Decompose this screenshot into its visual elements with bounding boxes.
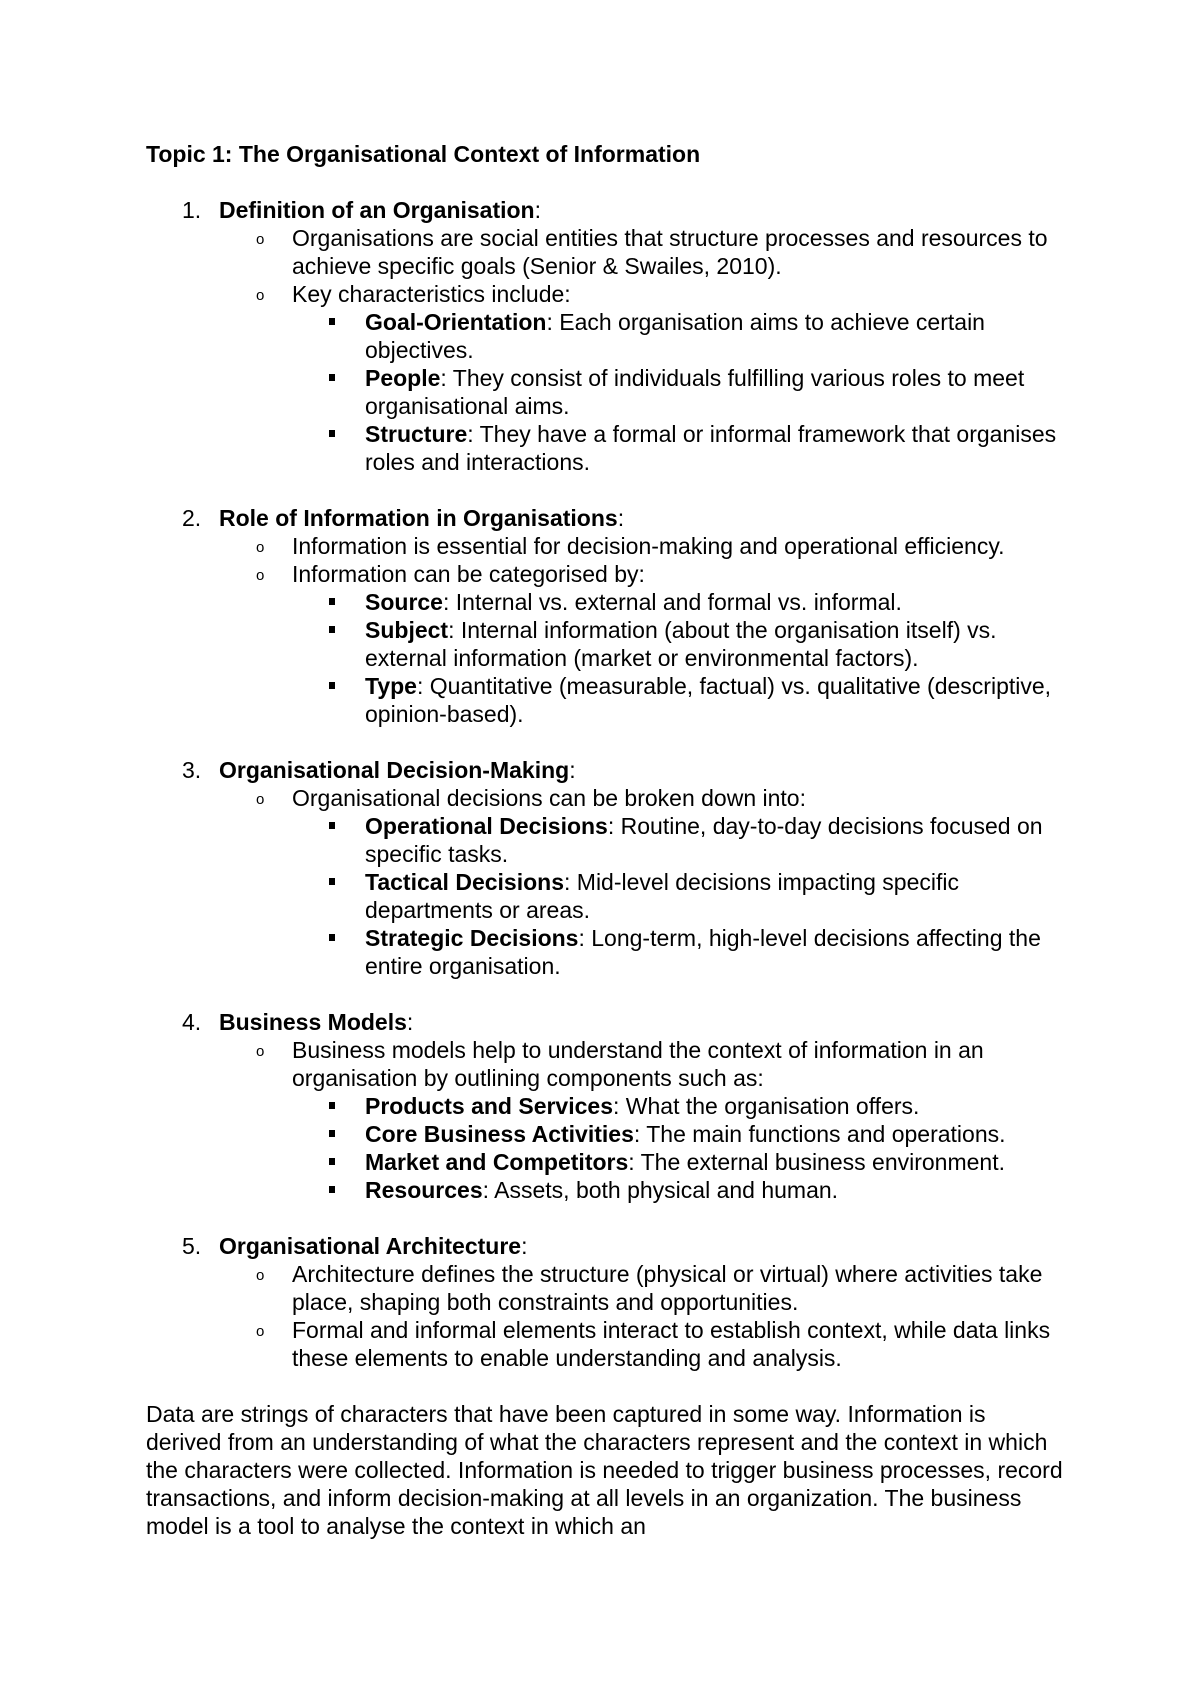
section-heading (146, 1008, 1066, 1036)
section-2 (146, 504, 1066, 728)
section-3 (146, 756, 1066, 980)
circle-bullet-icon: o (256, 1323, 265, 1340)
section-number: 1. (182, 197, 202, 223)
sub-item-term: Resources (365, 1177, 483, 1203)
square-bullet-icon (329, 1130, 335, 1137)
sub-item-term: People (365, 365, 441, 391)
document-page (146, 140, 1066, 1540)
circle-bullet-icon: o (256, 791, 265, 808)
section-title-colon: : (406, 1009, 414, 1035)
square-bullet-icon (329, 1102, 335, 1109)
list-item-text: Business models help to understand the context of information in an organisation by outlining components such as: (292, 1037, 984, 1091)
section-number: 2. (182, 505, 202, 531)
list-item (146, 1316, 1066, 1372)
sub-item-term: Market and Competitors (365, 1149, 629, 1175)
section-heading (146, 504, 1066, 532)
list-item (146, 224, 1066, 280)
circle-bullet-icon: o (256, 539, 265, 556)
square-bullet-icon (329, 822, 335, 829)
sub-item-description: : The main functions and operations. (633, 1121, 1006, 1147)
sub-item-term: Products and Services (365, 1093, 613, 1119)
section-title: Organisational Decision-Making (219, 757, 570, 783)
section-number: 4. (182, 1009, 202, 1035)
sub-item-term: Subject (365, 617, 449, 643)
sub-list-item (146, 364, 1066, 420)
sub-list-item (146, 588, 1066, 616)
circle-bullet-icon: o (256, 231, 265, 248)
closing-paragraph: Data are strings of characters that have been captured in some way. Information is derived from an understanding of what the characters represent and the context in which the characters were collected. Information is needed to trigger business processes, record transactions, and inform decision-making at all levels in an organization. The business model is a tool to analyse the context in which an (146, 1401, 1063, 1539)
section-heading (146, 756, 1066, 784)
sub-item-term: Core Business Activities (365, 1121, 634, 1147)
sub-item-description: : Mid-level decisions impacting specific departments or areas. (365, 869, 959, 923)
sections-list (146, 196, 1066, 1372)
square-bullet-icon (329, 1158, 335, 1165)
square-bullet-icon (329, 878, 335, 885)
sub-item-term: Strategic Decisions (365, 925, 579, 951)
list-item (146, 280, 1066, 308)
list-item (146, 1036, 1066, 1092)
sub-item-description: : Routine, day-to-day decisions focused on specific tasks. (365, 813, 1043, 867)
section-title: Role of Information in Organisations (219, 505, 618, 531)
sub-list-item (146, 868, 1066, 924)
sub-item-term: Source (365, 589, 443, 615)
section-title-colon: : (617, 505, 625, 531)
circle-bullet-icon: o (256, 287, 265, 304)
section-title-colon: : (569, 757, 576, 783)
sub-list-item (146, 308, 1066, 364)
square-bullet-icon (329, 934, 335, 941)
section-4 (146, 1008, 1066, 1204)
list-item-text: Architecture defines the structure (physical or virtual) where activities take place, shaping both constraints and opportunities. (292, 1261, 1043, 1315)
sub-list-item (146, 420, 1066, 476)
sub-item-term: Structure (365, 421, 468, 447)
sub-item-description: : What the organisation offers. (613, 1093, 920, 1119)
circle-bullet-icon: o (256, 1267, 265, 1284)
section-title: Business Models (219, 1009, 407, 1035)
sub-list-item (146, 672, 1066, 728)
section-heading (146, 1232, 1066, 1260)
sub-item-description: : Internal information (about the organisation itself) vs. external information (market or environmental factors). (365, 617, 997, 671)
sub-list-item (146, 924, 1066, 980)
list-item-text: Organisations are social entities that structure processes and resources to achieve specific goals (Senior & Swailes, 2010). (292, 225, 1048, 279)
sub-item-description: : They have a formal or informal framework that organises roles and interactions. (365, 421, 1057, 475)
list-item-text: Key characteristics include: (292, 281, 571, 307)
square-bullet-icon (329, 598, 335, 605)
section-title: Definition of an Organisation (219, 197, 535, 223)
square-bullet-icon (329, 318, 335, 325)
sub-item-term: Goal-Orientation (365, 309, 547, 335)
section-title-colon: : (534, 197, 542, 223)
sub-item-term: Tactical Decisions (365, 869, 564, 895)
list-item (146, 1260, 1066, 1316)
sub-list-item (146, 1092, 1066, 1120)
sub-item-term: Operational Decisions (365, 813, 608, 839)
sub-item-description: : Each organisation aims to achieve certain objectives. (365, 309, 985, 363)
square-bullet-icon (329, 1186, 335, 1193)
sub-item-description: : Internal vs. external and formal vs. informal. (442, 589, 902, 615)
sub-list-item (146, 616, 1066, 672)
sub-list-item (146, 1176, 1066, 1204)
section-title-colon: : (521, 1233, 528, 1259)
section-number: 3. (182, 757, 202, 783)
list-item (146, 784, 1066, 812)
list-item-text: Formal and informal elements interact to establish context, while data links these elements to enable understanding and analysis. (292, 1317, 1051, 1371)
square-bullet-icon (329, 430, 335, 437)
sub-list-item (146, 1148, 1066, 1176)
square-bullet-icon (329, 682, 335, 689)
circle-bullet-icon: o (256, 567, 265, 584)
sub-list-item (146, 812, 1066, 868)
list-item (146, 560, 1066, 588)
sub-item-description: : The external business environment. (628, 1149, 1005, 1175)
section-heading (146, 196, 1066, 224)
sub-item-description: : They consist of individuals fulfilling various roles to meet organisational aims. (365, 365, 1025, 419)
sub-list-item (146, 1120, 1066, 1148)
section-5 (146, 1232, 1066, 1372)
list-item-text: Organisational decisions can be broken down into: (292, 785, 806, 811)
document-title: Topic 1: The Organisational Context of Information (146, 141, 701, 167)
sub-item-term: Type (365, 673, 417, 699)
list-item-text: Information is essential for decision-making and operational efficiency. (292, 533, 1005, 559)
sub-item-description: : Long-term, high-level decisions affecting the entire organisation. (365, 925, 1041, 979)
square-bullet-icon (329, 374, 335, 381)
sub-item-description: : Quantitative (measurable, factual) vs. qualitative (descriptive, opinion-based). (365, 673, 1052, 727)
section-number: 5. (182, 1233, 202, 1259)
circle-bullet-icon: o (256, 1043, 265, 1060)
list-item-text: Information can be categorised by: (292, 561, 645, 587)
sub-item-description: : Assets, both physical and human. (482, 1177, 839, 1203)
square-bullet-icon (329, 626, 335, 633)
list-item (146, 532, 1066, 560)
section-1 (146, 196, 1066, 476)
section-title: Organisational Architecture (219, 1233, 522, 1259)
